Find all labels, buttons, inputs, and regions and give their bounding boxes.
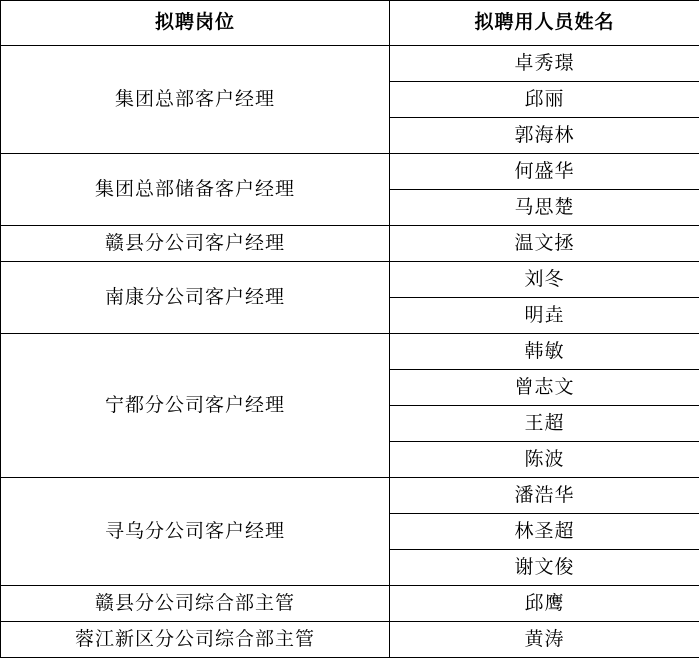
table-row [1,586,699,622]
position-cell: 赣县分公司客户经理 [1,226,390,262]
table-row [1,262,699,298]
applicant-name-cell: 何盛华 [390,154,699,190]
applicant-name-cell: 韩敏 [390,334,699,370]
applicant-name-cell: 王超 [390,406,699,442]
position-cell: 集团总部客户经理 [1,46,390,154]
applicant-name-cell: 林圣超 [390,514,699,550]
applicant-name-cell: 潘浩华 [390,478,699,514]
position-cell: 集团总部储备客户经理 [1,154,390,226]
table-row [1,622,699,658]
applicant-name-cell: 刘冬 [390,262,699,298]
table-row [1,154,699,190]
applicant-name-cell: 明垚 [390,298,699,334]
table-header-row [1,1,699,46]
applicant-name-cell: 邱鹰 [390,586,699,622]
table-header [1,1,699,46]
table-row [1,46,699,82]
table-row [1,334,699,370]
applicant-name-cell: 郭海林 [390,118,699,154]
applicant-name-cell: 谢文俊 [390,550,699,586]
column-header-name: 拟聘用人员姓名 [390,1,699,46]
table-body [1,46,699,658]
applicant-name-cell: 曾志文 [390,370,699,406]
position-cell: 赣县分公司综合部主管 [1,586,390,622]
applicant-name-cell: 邱丽 [390,82,699,118]
position-cell: 蓉江新区分公司综合部主管 [1,622,390,658]
table-row [1,478,699,514]
position-cell: 寻乌分公司客户经理 [1,478,390,586]
applicant-name-cell: 陈波 [390,442,699,478]
applicant-name-cell: 温文拯 [390,226,699,262]
applicant-name-cell: 卓秀璟 [390,46,699,82]
table-row [1,226,699,262]
position-cell: 宁都分公司客户经理 [1,334,390,478]
position-cell: 南康分公司客户经理 [1,262,390,334]
applicant-name-cell: 黄涛 [390,622,699,658]
column-header-position: 拟聘岗位 [1,1,390,46]
applicant-name-cell: 马思楚 [390,190,699,226]
